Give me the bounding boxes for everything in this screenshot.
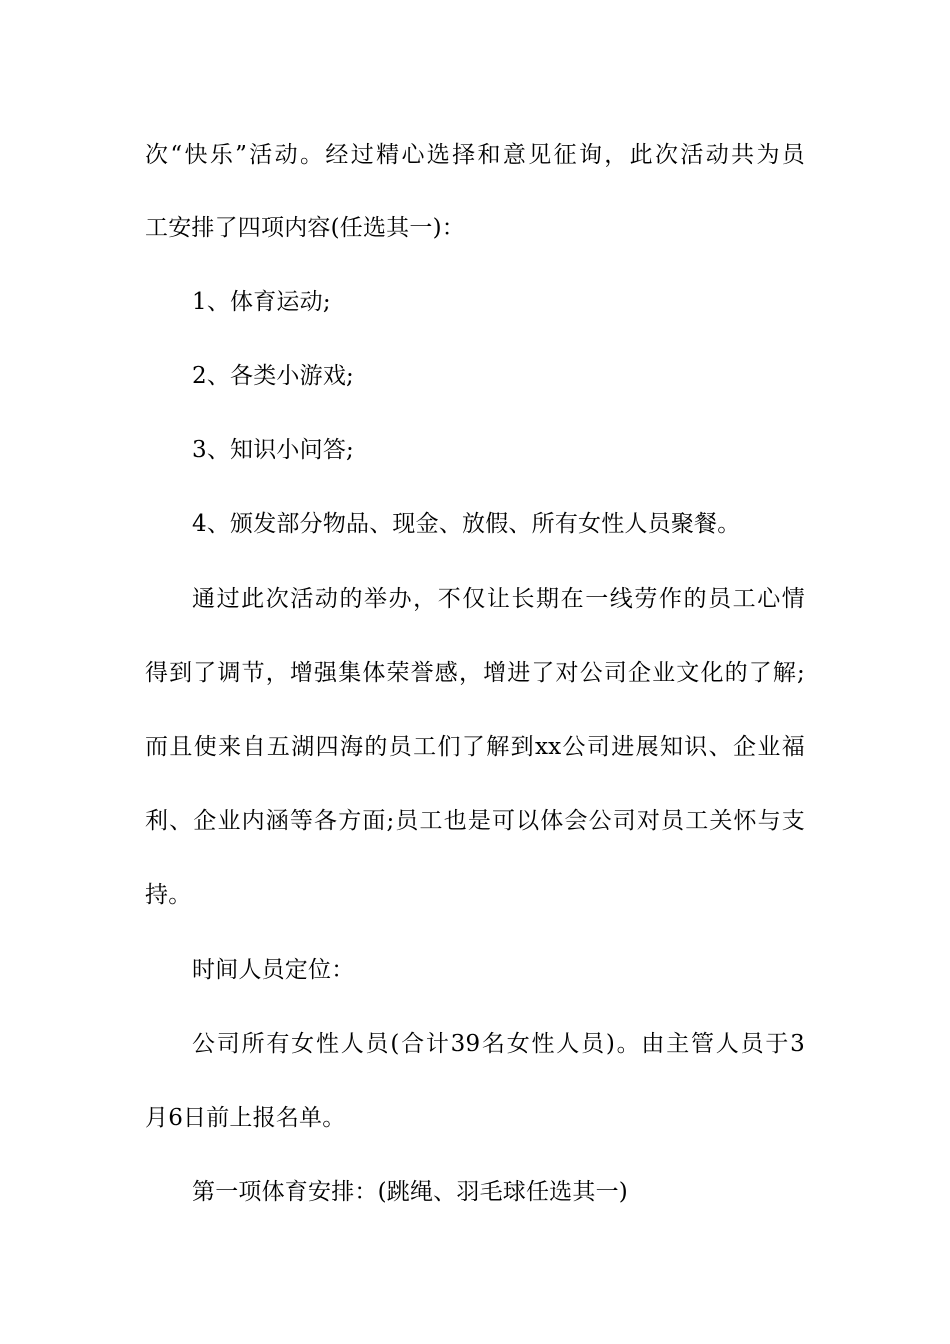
list-item-4: 4、颁发部分物品、现金、放假、所有女性人员聚餐。 [192,511,741,537]
text-line-14: 月6日前上报名单。 [145,1105,346,1131]
text-line-11: 持。 [145,882,192,908]
text-line-1: 次“快乐”活动。经过精心选择和意见征询，此次活动共为员 [145,142,805,168]
list-item-1: 1、体育运动; [192,289,331,315]
text-line-8: 得到了调节，增强集体荣誉感，增进了对公司企业文化的了解; [145,660,805,686]
text-line-10: 利、企业内涵等各方面;员工也是可以体会公司对员工关怀与支 [145,808,805,834]
list-item-3: 3、知识小问答; [192,437,354,463]
text-line-13: 公司所有女性人员(合计39名女性人员)。由主管人员于3 [192,1031,805,1057]
text-line-2: 工安排了四项内容(任选其一)： [145,215,465,241]
section-heading-sports: 第一项体育安排：(跳绳、羽毛球任选其一) [192,1179,628,1205]
text-line-7: 通过此次活动的举办，不仅让长期在一线劳作的员工心情 [192,586,805,612]
text-line-9: 而且使来自五湖四海的员工们了解到xx公司进展知识、企业福 [145,734,805,760]
section-heading-time-staff: 时间人员定位： [192,957,355,983]
list-item-2: 2、各类小游戏; [192,363,354,389]
